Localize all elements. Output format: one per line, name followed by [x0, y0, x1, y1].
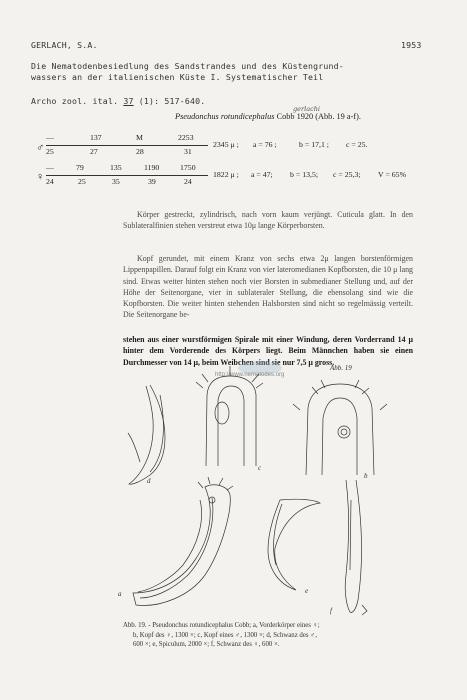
- male-c: c = 25.: [346, 140, 368, 149]
- figure-caption: [123, 621, 419, 650]
- drawing-e-spiculum: [268, 499, 320, 595]
- male-top-1: —: [46, 133, 54, 142]
- female-top-4: 1190: [144, 163, 160, 172]
- male-b: b = 17,1 ;: [299, 140, 329, 149]
- species-name: Pseudonchus rotundicephalus: [175, 112, 275, 121]
- drawing-c-male-head: [196, 366, 263, 472]
- drawing-b-female-head: [293, 364, 387, 480]
- watermark-text: http://www.nematodes.org: [215, 372, 285, 378]
- caption-line-2: b, Kopf des ♀, 1300 ×; c, Kopf eines ♂, 1300 ×; d, Schwanz des ♂,: [133, 631, 317, 639]
- label-e: e: [305, 587, 309, 595]
- male-length: 2345 μ ;: [213, 140, 239, 149]
- male-bottom-1: 25: [46, 147, 54, 156]
- year-text: 1953: [401, 40, 422, 50]
- male-symbol: ♂: [36, 142, 45, 154]
- label-f: f: [330, 607, 332, 615]
- title-line-2: wassers an der italienischen Küste I. Systematischer Teil: [31, 72, 324, 82]
- drawing-f-female-tail: [330, 480, 367, 615]
- journal-pages: (1): 517-640.: [138, 96, 206, 106]
- female-bottom-5: 24: [184, 177, 192, 186]
- male-bottom-3: 28: [136, 147, 144, 156]
- label-c: c: [258, 464, 262, 472]
- female-a: a = 47;: [251, 170, 273, 179]
- caption-line-3: 600 ×; e, Spiculum, 2000 ×; f, Schwanz des ♀, 600 ×.: [133, 641, 280, 649]
- male-top-2: 137: [90, 133, 102, 142]
- female-top-5: 1750: [180, 163, 196, 172]
- male-top-4: 2253: [178, 133, 194, 142]
- caption-line-1: Abb. 19. - Pseudonchus rotundicephalus Cobb; a, Vorderkörper eines ♀;: [123, 622, 320, 629]
- female-top-3: 135: [110, 163, 122, 172]
- female-top-1: —: [46, 163, 54, 172]
- male-top-3: M: [136, 133, 143, 142]
- paragraph-body-description: Körper gestreckt, zylindrisch, nach vorn kaum verjüngt. Cuticula glatt. In den Sublateralfinien stehen verstreut etwa 10μ lange Körperborsten.: [123, 210, 413, 231]
- female-length: 1822 μ ;: [213, 170, 239, 179]
- male-bottom-4: 31: [184, 147, 192, 156]
- author-text: GERLACH, S.A.: [31, 40, 98, 50]
- figure-abb-label: Abb. 19: [330, 364, 352, 372]
- female-v: V = 65%: [378, 170, 407, 179]
- female-b: b = 13,5;: [290, 170, 319, 179]
- male-bottom-2: 27: [90, 147, 98, 156]
- journal-volume: 37: [123, 96, 134, 106]
- female-bottom-4: 39: [148, 177, 156, 186]
- paragraph-lateral-organs: stehen aus einer wurstförmigen Spirale mit einer Windung, deren Vorderrand 14 μ hinter dem Vorderende des Körpers liegt. Beim Männchen haben sie einen Durchmesser von 14 μ, beim Weibchen sind sie nur 7,5 μ gross.: [123, 335, 413, 367]
- journal-name: Archo zool. ital.: [31, 96, 119, 106]
- female-c: c = 25,3;: [333, 170, 361, 179]
- female-bottom-1: 24: [46, 177, 54, 186]
- drawing-a-female-anterior: [118, 477, 233, 605]
- female-bottom-2: 25: [78, 177, 86, 186]
- paragraph-head-description: Kopf gerundet, mit einem Kranz von sechs etwa 2μ langen borstenförmigen Lippenpapillen. Darauf folgt ein Kranz von vier lateromedianen Kopfborsten, die 10 μ lang sind. Etwas weiter hinten stehen noch vier Borsten in submedianer Stellung und, auf der Höhe der Seitenorgane, vier in sublateraler Stellung, die ebensolang sind wie die Kopfborsten. Die weiter hinten stehenden Halsborsten sind nicht so regelmässig verteilt. Die Seitenorgane be-: [123, 254, 413, 320]
- female-top-2: 79: [76, 163, 84, 172]
- label-d: d: [147, 477, 151, 485]
- female-symbol: ♀: [36, 171, 45, 183]
- handwritten-annotation: gerlachi: [293, 105, 320, 113]
- drawing-d-male-tail: [128, 385, 165, 485]
- title-line-1: Die Nematodenbesiedlung des Sandstrandes und des Küstengrund-: [31, 61, 344, 71]
- female-bottom-3: 35: [112, 177, 120, 186]
- label-a: a: [118, 590, 122, 598]
- male-a: a = 76 ;: [253, 140, 277, 149]
- species-authority: Cobb 1920 (Abb. 19 a-f).: [276, 112, 361, 121]
- label-b: b: [364, 472, 368, 480]
